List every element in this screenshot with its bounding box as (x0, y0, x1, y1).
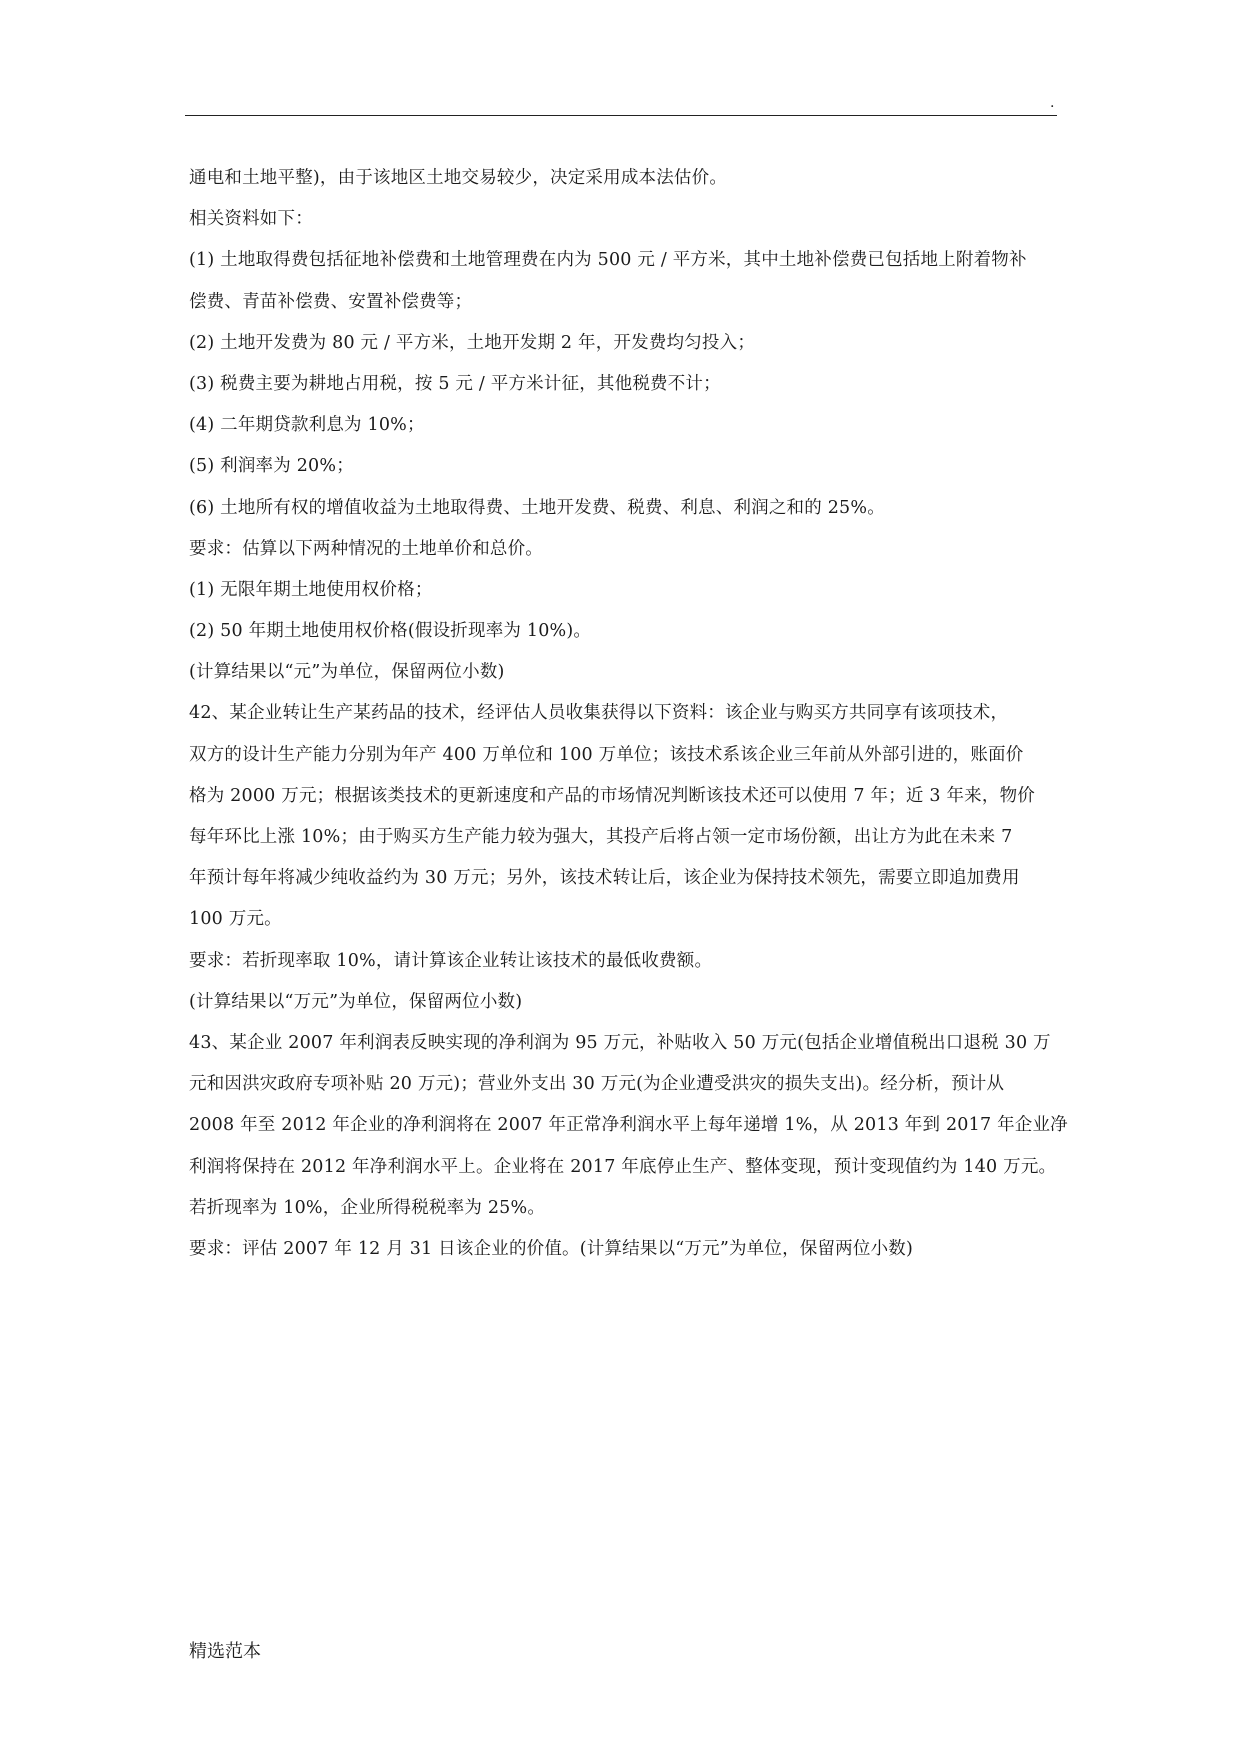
text-line: 2008 年至 2012 年企业的净利润将在 2007 年正常净利润水平上每年递增 1%，从 2013 年到 2017 年企业净 (189, 1115, 1068, 1136)
text-line: 42、某企业转让生产某药品的技术，经评估人员收集获得以下资料：该企业与购买方共同享有该项技术， (189, 703, 1009, 724)
text-line: 43、某企业 2007 年利润表反映实现的净利润为 95 万元，补贴收入 50 万元(包括企业增值税出口退税 30 万 (189, 1032, 1051, 1053)
text-line: 利润将保持在 2012 年净利润水平上。企业将在 2017 年底停止生产、整体变现，预计变现值约为 140 万元。 (189, 1156, 1057, 1177)
text-line: (3) 税费主要为耕地占用税，按 5 元 / 平方米计征，其他税费不计； (189, 373, 721, 394)
text-line: 通电和土地平整)，由于该地区土地交易较少，决定采用成本法估价。 (189, 168, 728, 188)
text-line: 要求：若折现率取 10%，请计算该企业转让该技术的最低收费额。 (189, 950, 713, 971)
text-line: (计算结果以“元”为单位，保留两位小数) (189, 662, 505, 683)
page-footer: 精选范本 (189, 1641, 261, 1662)
text-line: (4) 二年期贷款利息为 10%； (189, 415, 425, 436)
text-line: (1) 无限年期土地使用权价格； (189, 579, 433, 600)
text-line: 格为 2000 万元；根据该类技术的更新速度和产品的市场情况判断该技术还可以使用 7 年；近 3 年来，物价 (189, 785, 1035, 806)
text-line: (5) 利润率为 20%； (189, 456, 354, 477)
header-rule (185, 115, 1057, 116)
text-line: 年预计每年将减少纯收益约为 30 万元；另外，该技术转让后，该企业为保持技术领先，需要立即追加费用 (189, 868, 1020, 889)
text-line: 要求：估算以下两种情况的土地单价和总价。 (189, 538, 543, 559)
text-line: 相关资料如下： (189, 209, 313, 230)
text-line: (1) 土地取得费包括征地补偿费和土地管理费在内为 500 元 / 平方米，其中土地补偿费已包括地上附着物补 (189, 250, 1027, 271)
text-line: (计算结果以“万元”为单位，保留两位小数) (189, 991, 523, 1012)
text-line: (2) 50 年期土地使用权价格(假设折现率为 10%)。 (189, 621, 592, 642)
text-line: 100 万元。 (189, 909, 282, 930)
text-line: 元和因洪灾政府专项补贴 20 万元)；营业外支出 30 万元(为企业遭受洪灾的损失支出)。经分析，预计从 (189, 1074, 1005, 1095)
text-line: 要求：评估 2007 年 12 月 31 日该企业的价值。(计算结果以“万元”为单位，保留两位小数) (189, 1238, 913, 1259)
text-line: 偿费、青苗补偿费、安置补偿费等； (189, 291, 473, 312)
text-line: 每年环比上涨 10%；由于购买方生产能力较为强大，其投产后将占领一定市场份额，出让方为此在未来 7 (189, 827, 1013, 847)
text-line: (2) 土地开发费为 80 元 / 平方米，土地开发期 2 年，开发费均匀投入； (189, 332, 756, 353)
text-line: (6) 土地所有权的增值收益为土地取得费、土地开发费、税费、利息、利润之和的 25%。 (189, 497, 885, 518)
header-mark: . (1050, 95, 1055, 111)
document-body (189, 158, 1068, 1270)
text-line: 若折现率为 10%，企业所得税税率为 25%。 (189, 1197, 546, 1218)
text-line: 双方的设计生产能力分别为年产 400 万单位和 100 万单位；该技术系该企业三年前从外部引进的，账面价 (189, 744, 1024, 765)
